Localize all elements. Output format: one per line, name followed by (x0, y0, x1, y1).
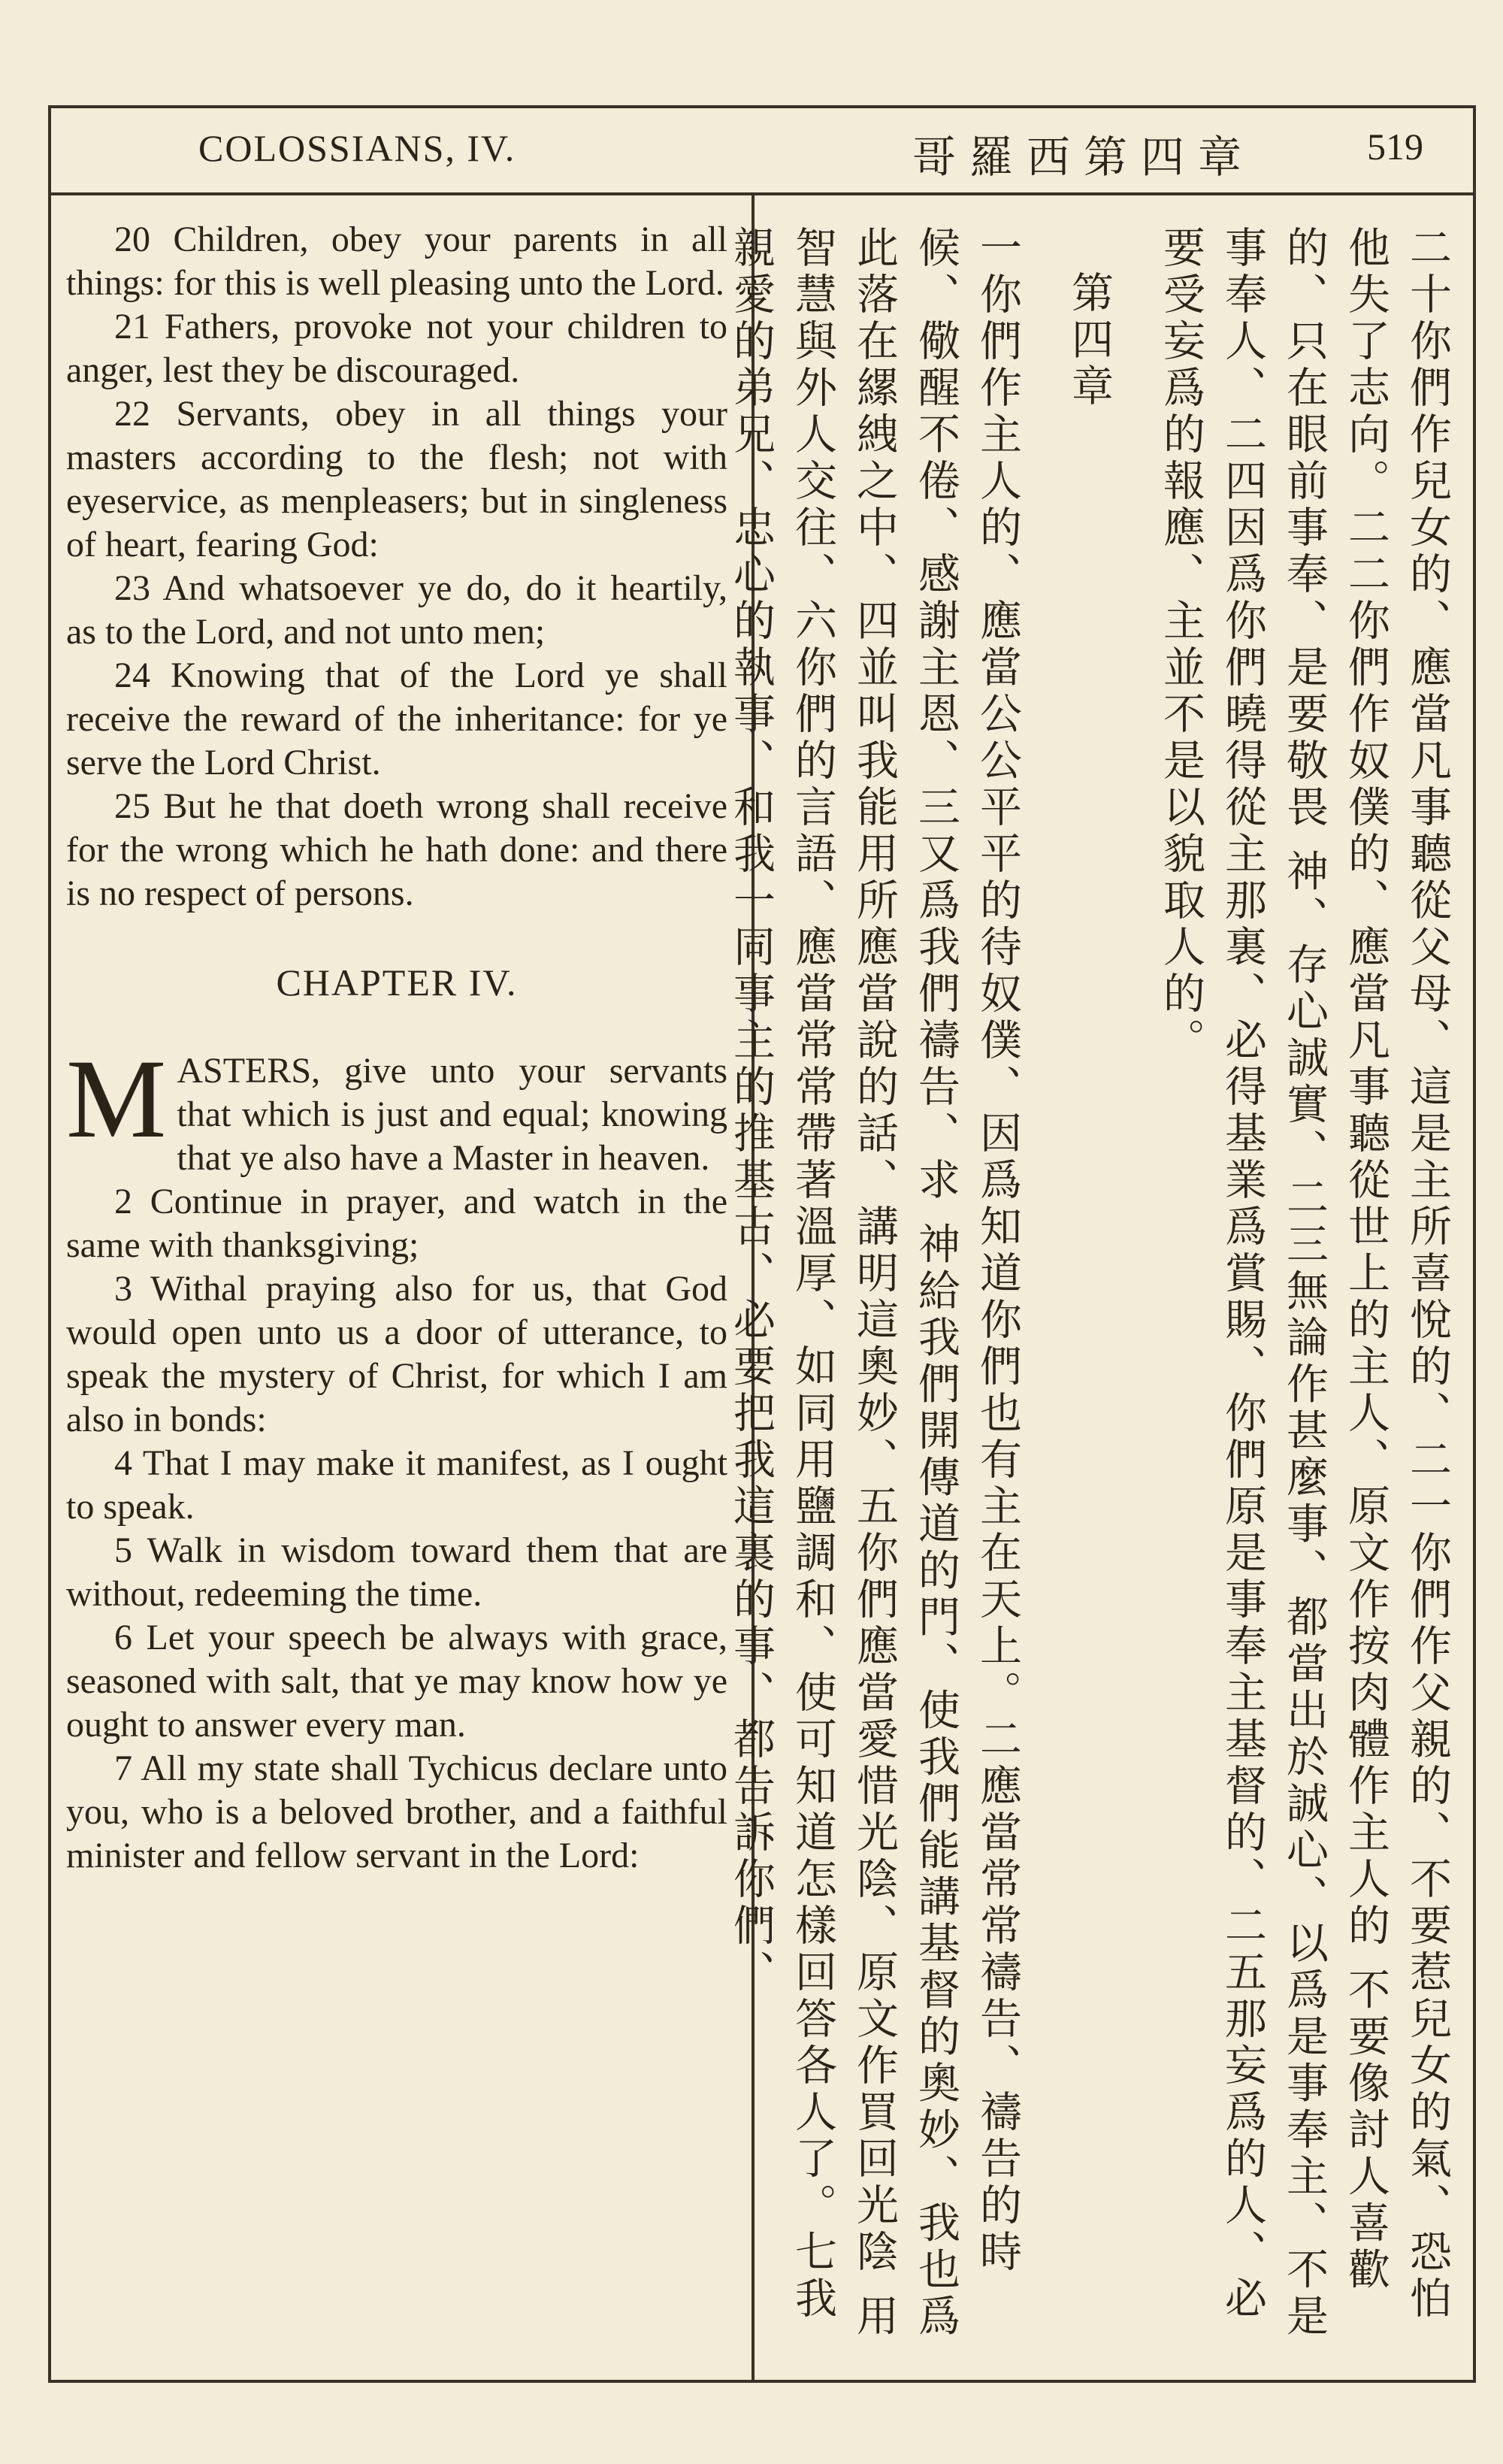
verse-paragraph: 3 Withal praying also for us, that God would open unto us a door of utterance, to speak the mystery of Christ, for which I am also in bonds: (66, 1269, 727, 1439)
verse-paragraph: 4 That I may make it manifest, as I ought to speak. (66, 1443, 727, 1527)
chapter-opening-paragraph (66, 1037, 727, 1180)
chinese-column (727, 226, 1458, 2345)
verse-paragraph: 5 Walk in wisdom toward them that are without, redeeming the time. (66, 1530, 727, 1614)
verse-paragraph: 6 Let your speech be always with grace, seasoned with salt, that ye may know how ye ought to answer every man. (66, 1618, 727, 1745)
drop-cap: M (66, 1037, 167, 1161)
english-column (66, 218, 727, 1878)
verse-paragraph: 7 All my state shall Tychicus declare unto you, who is a beloved brother, and a faithful minister and fellow servant in the Lord: (66, 1748, 727, 1875)
english-running-title: COLOSSIANS, IV. (198, 127, 516, 169)
verse-paragraph: 20 Children, obey your parents in all things: for this is well pleasing unto the Lord. (66, 219, 727, 303)
verse-paragraph: 25 But he that doeth wrong shall receive for the wrong which he hath done: and there is no respect of persons. (66, 786, 727, 913)
opening-text: ASTERS, give unto your servants that which is just and equal; knowing that ye also have a Master in heaven. (177, 1051, 727, 1178)
chinese-running-title: 哥羅西第四章 (912, 132, 1256, 183)
chinese-chapter-heading: 第四章 (1065, 271, 1114, 410)
page-number: 519 (1367, 126, 1423, 168)
verse-paragraph: 23 And whatsoever ye do, do it heartily, as to the Lord, and not unto men; (66, 568, 727, 652)
verse-paragraph: 21 Fathers, provoke not your children to anger, lest they be discouraged. (66, 307, 727, 390)
verse-paragraph: 22 Servants, obey in all things your masters according to the flesh; not with eyeservice, as menpleasers; but in singleness of heart, fearing God: (66, 394, 727, 565)
page-header (48, 105, 1476, 195)
chinese-verse-block: 一你們作主人的、應當公公平平的待奴僕、因爲知道你們也有主在天上。二應當常常禱告、禱告的時候、儆醒不倦、感謝主恩、三又爲我們禱告、求 神給我們開傳道的門、使我們能講基督的奧妙、我也爲此落在縲絏之中、四並叫我能用所應當說的話、講明這奧妙、五你們應當愛惜光陰、原文作買回光陰 用智慧與外人交往、六你們的言語、應當常常帶著溫厚、如同用鹽調和、使可知道怎樣回答各人了。七我親愛的弟兄、忠心的執事、和我一同事主的推基古、必要把我這裏的事、都告訴你們、 (727, 226, 1022, 2341)
chinese-verse-block: 二十你們作兒女的、應當凡事聽從父母、這是主所喜悅的、二一你們作父親的、不要惹兒女的氣、恐怕他失了志向。二二你們作奴僕的、應當凡事聽從世上的主人、原文作按肉體作主人的 不要像討人喜歡的、只在眼前事奉、是要敬畏 神、存心誠實、二三無論作甚麼事、都當出於誠心、以爲是事奉主、不是事奉人、二四因爲你們曉得從主那裏、必得基業爲賞賜、你們原是事奉主基督的、二五那妄爲的人、必要受妄爲的報應、主並不是以貌取人的。 (1157, 226, 1452, 2341)
verse-paragraph: 2 Continue in prayer, and watch in the same with thanksgiving; (66, 1182, 727, 1265)
verse-paragraph: 24 Knowing that of the Lord ye shall receive the reward of the inheritance: for ye serve the Lord Christ. (66, 655, 727, 782)
chapter-heading: CHAPTER IV. (276, 961, 518, 1003)
